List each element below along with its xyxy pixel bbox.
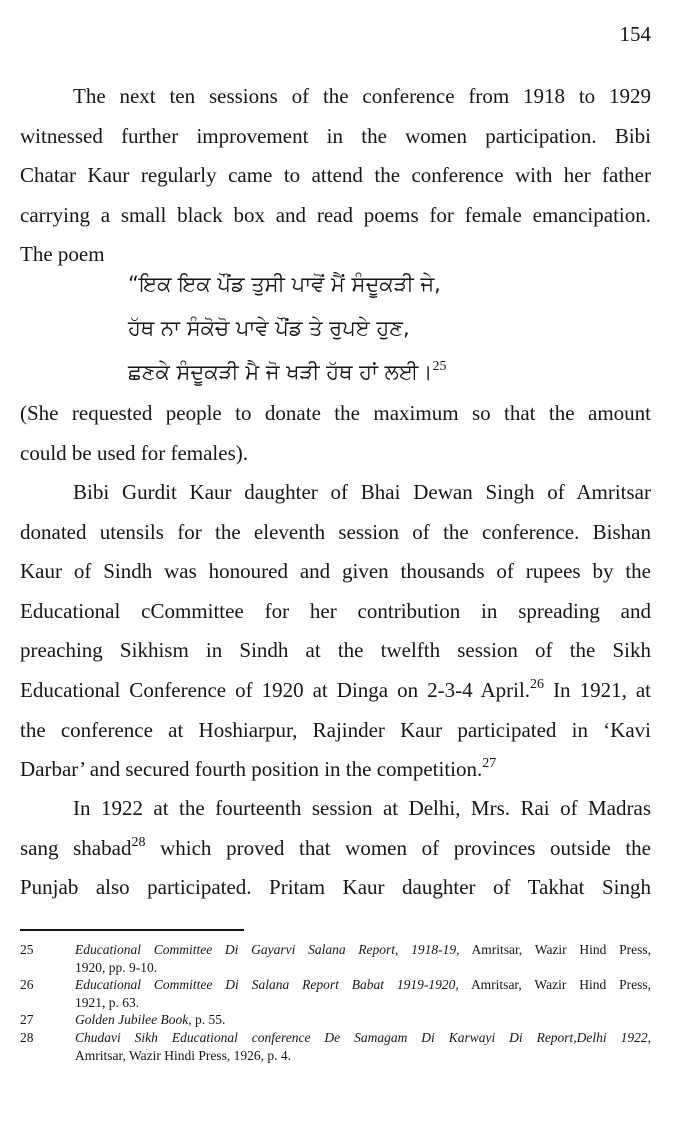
footnote-28 [20, 1029, 651, 1064]
text-line [20, 750, 651, 790]
text-line: In 1922 at the fourteenth session at Delhi, Mrs. Rai of Madras [73, 796, 651, 820]
footnote-page: , p. 55. [188, 1012, 226, 1028]
footnote-number: 26 [20, 977, 34, 993]
footnote-line: 1921, p. 63. [75, 994, 140, 1010]
footnote-26 [20, 976, 651, 1011]
footnote-publisher: Amritsar, Wazir Hind Press, [471, 942, 651, 957]
text-line: Educational cCommittee for her contribution in spreading and [20, 598, 651, 623]
verse-line: “ਇਕ ਇਕ ਪੌਂਡ ਤੁਸੀ ਪਾਵੋਂ ਮੈਂ ਸੰਦੂਕੜੀ ਜੇ, [128, 272, 441, 296]
paragraph-2 [20, 394, 651, 473]
footnote-25 [20, 941, 651, 976]
paragraph-1 [20, 77, 651, 275]
footnote-title: Golden Jubilee Book [75, 1012, 189, 1028]
footnote-text [75, 1029, 651, 1064]
text-segment: Darbar’ and secured fourth position in the competition. [20, 757, 483, 782]
punjabi-verse [128, 262, 668, 394]
footnotes-section [20, 941, 651, 1064]
footnote-number: 28 [20, 1029, 34, 1045]
footnote-text [75, 976, 651, 1011]
footnote-line: Amritsar, Wazir Hindi Press, 1926, p. 4. [75, 1047, 291, 1063]
verse-text: ਛਣਕੇ ਸੰਦੂਕੜੀ ਮੈ ਜੋ ਖੜੀ ਹੱਥ ਹਾਂ ਲਈ। [128, 360, 433, 384]
footnote-27 [20, 1011, 651, 1029]
footnote-title: Educational Committee Di Gayarvi Salana Report, 1918-19, [75, 942, 460, 957]
footnote-ref-26: 26 [530, 676, 545, 692]
text-line [20, 671, 651, 711]
footnote-text [75, 1011, 651, 1029]
footnote-ref-25: 25 [432, 359, 447, 374]
text-line [20, 829, 651, 869]
text-line: Bibi Gurdit Kaur daughter of Bhai Dewan Singh of Amritsar [73, 480, 651, 504]
text-line: Kaur of Sindh was honoured and given thousands of rupees by the [20, 559, 651, 584]
text-segment: sang shabad [20, 835, 132, 860]
footnote-title: Educational Committee Di Salana Report Babat 1919-1920, [75, 977, 459, 993]
footnote-line [75, 1011, 651, 1029]
footnote-comma: , [647, 1029, 651, 1045]
footnote-number: 25 [20, 942, 34, 957]
text-line: (She requested people to donate the maximum so that the amount [20, 401, 651, 425]
footnote-line [75, 1029, 651, 1047]
text-line: Punjab also participated. Pritam Kaur daughter of Takhat Singh [20, 875, 651, 900]
text-segment: Educational Conference of 1920 at Dinga on 2-3-4 April. [20, 677, 531, 702]
verse-line [128, 350, 668, 394]
footnote-line [75, 941, 651, 959]
text-line: donated utensils for the eleventh session of the conference. Bishan [20, 519, 651, 544]
footnote-publisher: Amritsar, Wazir Hind Press, [470, 977, 651, 993]
footnote-title: Chudavi Sikh Educational conference De Samagam Di Karwayi Di Report,Delhi 1922 [75, 1029, 648, 1045]
text-line: the conference at Hoshiarpur, Rajinder Kaur participated in ‘Kavi [20, 717, 651, 742]
text-line: The next ten sessions of the conference from 1918 to 1929 [73, 84, 651, 108]
footnote-text [75, 941, 651, 976]
footnote-separator-rule [20, 929, 244, 931]
paragraph-3 [20, 473, 651, 790]
text-line: could be used for females). [20, 440, 248, 465]
footnote-line [75, 976, 651, 994]
text-line: The poem [20, 242, 105, 267]
footnote-ref-28: 28 [131, 834, 146, 850]
footnote-number: 27 [20, 1012, 34, 1028]
page-number: 154 [619, 22, 651, 46]
text-segment: which proved that women of provinces outside the [160, 835, 652, 860]
text-line: witnessed further improvement in the women participation. Bibi [20, 123, 651, 148]
paragraph-4 [20, 789, 651, 908]
footnote-ref-27: 27 [482, 756, 497, 772]
verse-line: ਹੱਥ ਨਾ ਸੰਕੋਚੋ ਪਾਵੇ ਪੌਂਡ ਤੇ ਰੁਪਏ ਹੁਣ, [128, 316, 410, 340]
text-line: Chatar Kaur regularly came to attend the conference with her father [20, 163, 651, 188]
text-line: preaching Sikhism in Sindh at the twelfth session of the Sikh [20, 638, 651, 663]
text-segment: In 1921, at [553, 677, 651, 702]
text-line: carrying a small black box and read poems for female emancipation. [20, 202, 651, 227]
footnote-line: 1920, pp. 9-10. [75, 959, 158, 975]
